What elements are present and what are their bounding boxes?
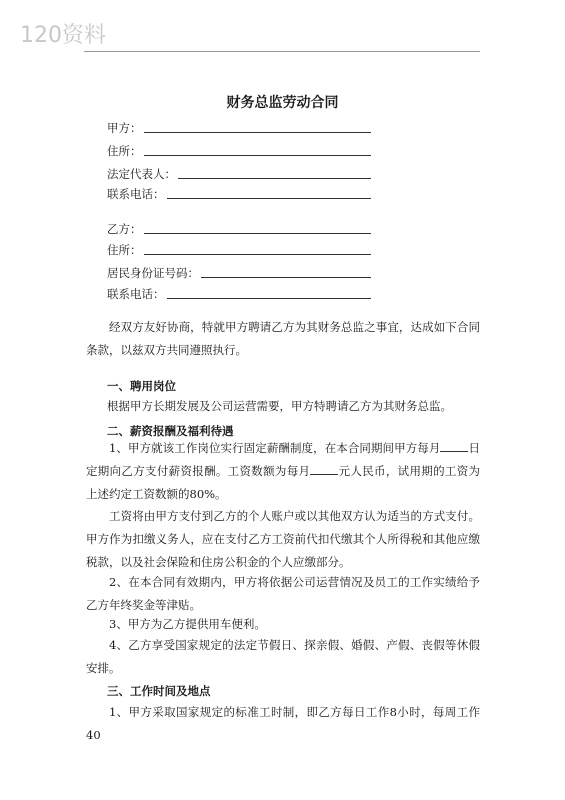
party-a-address-field [107,141,371,159]
party-b-address-blank [144,254,372,255]
party-b-id-field [107,263,371,281]
party-b-id-blank [201,277,371,278]
salary-amount-blank [310,463,338,475]
party-b-name-label: 乙方： [107,222,142,236]
party-a-name-blank [144,132,372,133]
party-a-name-field [107,118,371,136]
section-3-heading: 三、工作时间及地点 [107,684,211,698]
section-2-paragraph-2: 工资将由甲方支付到乙方的个人账户或以其他双方认为适当的方式支付。甲方作为扣缴义务人，应在支付乙方工资前代扣代缴其个人所得税和其他应缴税款，以及社会保险和住房公积金的个人应缴部分。 [86,509,480,569]
party-a-legal-rep-blank [178,178,371,179]
party-a-phone-blank [167,198,372,199]
party-a-legal-rep-label: 法定代表人： [107,167,176,181]
document-title: 财务总监劳动合同 [226,95,339,111]
pay-day-blank [440,440,468,452]
section-2-p1-part-a: 1、甲方就该工作岗位实行固定薪酬制度，在本合同期间甲方每月 [109,441,441,455]
section-2-paragraph-1 [86,437,480,506]
party-a-address-label: 住所： [107,144,142,158]
party-a-phone-label: 联系电话： [107,187,165,201]
section-2-p1-part-c: 元人民币，试用期的工资为上述约定工资数额的80%。 [86,464,481,501]
party-a-name-label: 甲方： [107,121,142,135]
party-a-legal-rep-field [107,164,371,182]
party-b-id-label: 居民身份证号码： [107,266,199,280]
section-1-paragraph: 根据甲方长期发展及公司运营需要，甲方特聘请乙方为其财务总监。 [107,399,452,413]
party-b-address-label: 住所： [107,243,142,257]
party-b-phone-label: 联系电话： [107,287,165,301]
party-b-address-field [107,240,371,258]
intro-paragraph: 经双方友好协商，特就甲方聘请乙方为其财务总监之事宜，达成如下合同条款，以兹双方共同遵照执行。 [86,320,480,357]
section-2-paragraph-3: 2、在本合同有效期内，甲方将依据公司运营情况及员工的工作实绩给予乙方年终奖金等津贴。 [86,575,480,612]
watermark-logo: 120资料 [20,23,106,48]
section-3-paragraph-1: 1、甲方采取国家规定的标准工时制，即乙方每日工作8小时，每周工作40 [86,705,480,742]
section-2-paragraph-4: 3、甲方为乙方提供用车便利。 [109,617,266,631]
party-b-phone-field [107,284,371,302]
party-a-phone-field [107,184,371,202]
section-1-heading: 一、聘用岗位 [107,379,176,393]
section-2-heading: 二、薪资报酬及福利待遇 [107,424,234,438]
section-2-paragraph-5: 4、乙方享受国家规定的法定节假日、探亲假、婚假、产假、丧假等休假安排。 [86,638,480,675]
header-rule [84,51,480,52]
party-b-phone-blank [167,298,372,299]
party-b-name-field [107,219,371,237]
section-2-p1-part-b: 日定期向乙方支付薪资报酬。工资数额为每月 [86,441,480,478]
party-a-address-blank [144,155,372,156]
party-b-name-blank [144,233,372,234]
